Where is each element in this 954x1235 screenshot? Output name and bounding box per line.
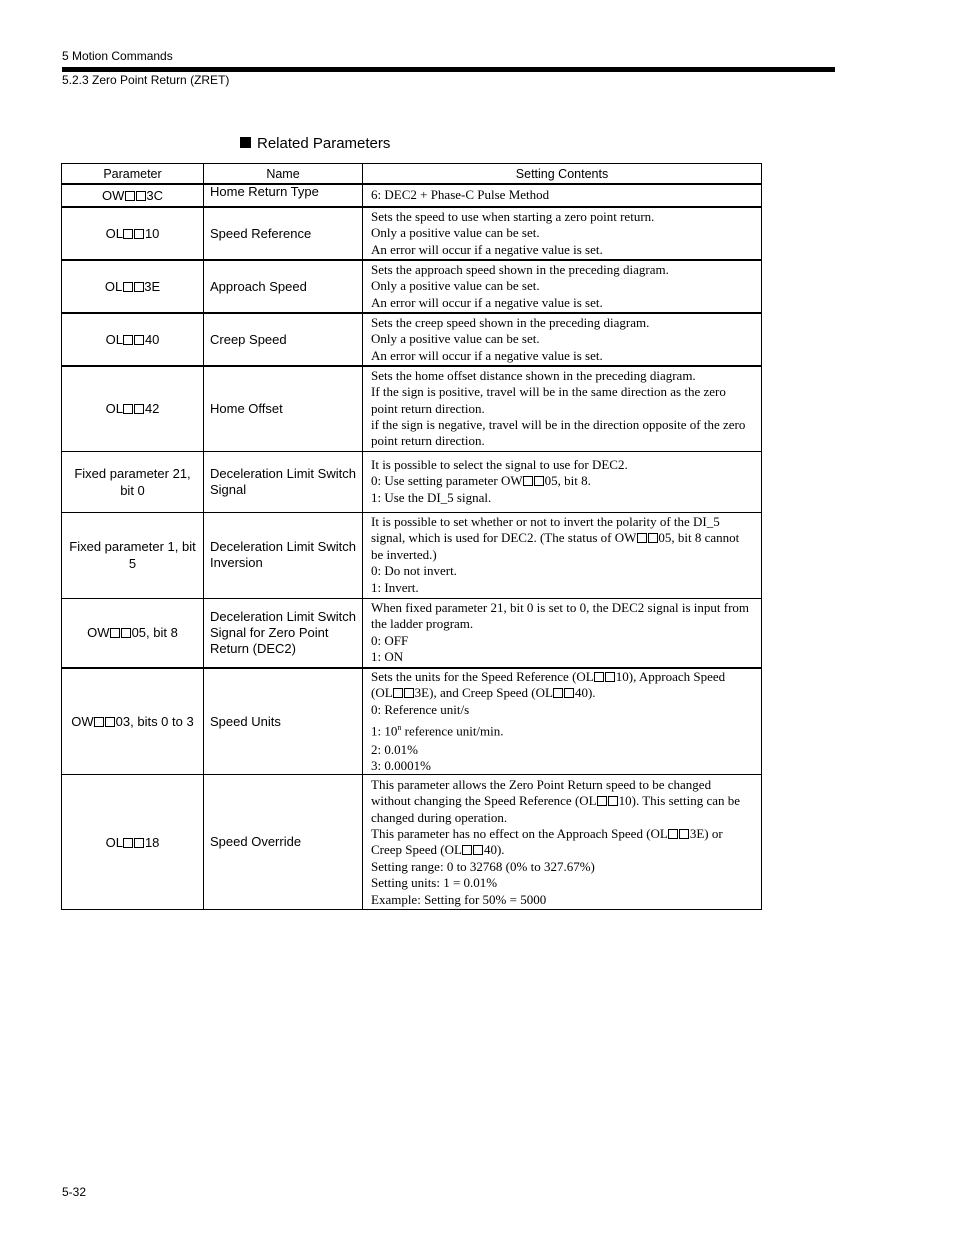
box-placeholder-icon bbox=[648, 533, 658, 543]
table-row bbox=[62, 260, 762, 313]
parameter-cell: OL 3E bbox=[62, 260, 204, 313]
table-row bbox=[62, 668, 762, 775]
name-cell: Deceleration Limit Switch Signal for Zero Point Return (DEC2) bbox=[204, 598, 363, 668]
box-placeholder-icon bbox=[123, 229, 133, 239]
section-title bbox=[240, 135, 390, 152]
box-placeholder-icon bbox=[462, 845, 472, 855]
parameter-cell: OL 18 bbox=[62, 775, 204, 910]
box-placeholder-icon bbox=[136, 191, 146, 201]
box-placeholder-icon bbox=[473, 845, 483, 855]
table-row bbox=[62, 184, 762, 207]
column-header-setting-contents: Setting Contents bbox=[363, 164, 762, 185]
name-cell: Speed Units bbox=[204, 668, 363, 775]
box-placeholder-icon bbox=[123, 404, 133, 414]
table-header-row bbox=[62, 164, 762, 185]
parameter-cell: OL 42 bbox=[62, 366, 204, 451]
box-placeholder-icon bbox=[134, 335, 144, 345]
contents-cell: 6: DEC2 + Phase-C Pulse Method bbox=[363, 184, 762, 207]
parameter-cell: OW 3C bbox=[62, 184, 204, 207]
contents-cell: Sets the home offset distance shown in the preceding diagram. If the sign is positive, travel will be in the same direction as the zero point return direction. if the sign is negative, travel will be in the direction opposite of the zero point return direction. bbox=[363, 366, 762, 451]
box-placeholder-icon bbox=[404, 688, 414, 698]
contents-cell: Sets the speed to use when starting a zero point return. Only a positive value can be set. An error will occur if a negative value is set. bbox=[363, 207, 762, 260]
parameter-cell: OL 40 bbox=[62, 313, 204, 366]
contents-cell: When fixed parameter 21, bit 0 is set to 0, the DEC2 signal is input from the ladder program. 0: OFF 1: ON bbox=[363, 598, 762, 668]
box-placeholder-icon bbox=[121, 628, 131, 638]
box-placeholder-icon bbox=[134, 838, 144, 848]
page-number: 5-32 bbox=[62, 1185, 87, 1199]
parameter-cell: OW 03, bits 0 to 3 bbox=[62, 668, 204, 775]
parameter-cell: OL 10 bbox=[62, 207, 204, 260]
box-placeholder-icon bbox=[534, 476, 544, 486]
square-bullet-icon bbox=[240, 137, 251, 148]
box-placeholder-icon bbox=[523, 476, 533, 486]
contents-cell: It is possible to select the signal to use for DEC2. 0: Use setting parameter OW 05, bit 8. 1: Use the DI_5 signal. bbox=[363, 451, 762, 512]
contents-cell: Sets the creep speed shown in the preceding diagram. Only a positive value can be set. An error will occur if a negative value is set. bbox=[363, 313, 762, 366]
contents-cell: Sets the units for the Speed Reference (OL 10), Approach Speed (OL 3E), and Creep Speed (OL 40). 0: Reference unit/s 1: 10$^n$ reference unit/min. 2: 0.01% 3: 0.0001% bbox=[363, 668, 762, 775]
box-placeholder-icon bbox=[123, 282, 133, 292]
table-row bbox=[62, 775, 762, 910]
box-placeholder-icon bbox=[605, 672, 615, 682]
column-header-name: Name bbox=[204, 164, 363, 185]
box-placeholder-icon bbox=[134, 404, 144, 414]
name-cell: Home Offset bbox=[204, 366, 363, 451]
box-placeholder-icon bbox=[608, 796, 618, 806]
contents-cell: Sets the approach speed shown in the preceding diagram. Only a positive value can be set. An error will occur if a negative value is set. bbox=[363, 260, 762, 313]
name-cell: Creep Speed bbox=[204, 313, 363, 366]
box-placeholder-icon bbox=[594, 672, 604, 682]
box-placeholder-icon bbox=[597, 796, 607, 806]
box-placeholder-icon bbox=[94, 717, 104, 727]
section-header: 5.2.3 Zero Point Return (ZRET) bbox=[62, 73, 230, 87]
contents-cell: This parameter allows the Zero Point Return speed to be changed without changing the Speed Reference (OL 10). This setting can be changed during operation. This parameter has no effect on the Approach Speed (OL 3E) or Creep Speed (OL 40). Setting range: 0 to 32768 (0% to 327.67%) Setting units: 1 = 0.01% Example: Setting for 50% = 5000 bbox=[363, 775, 762, 910]
box-placeholder-icon bbox=[125, 191, 135, 201]
name-cell: Approach Speed bbox=[204, 260, 363, 313]
box-placeholder-icon bbox=[564, 688, 574, 698]
name-cell: Deceleration Limit Switch Inversion bbox=[204, 512, 363, 598]
name-cell: Speed Reference bbox=[204, 207, 363, 260]
table-row bbox=[62, 598, 762, 668]
section-title-text: Related Parameters bbox=[257, 135, 391, 152]
box-placeholder-icon bbox=[134, 229, 144, 239]
table-row bbox=[62, 313, 762, 366]
related-parameters-table bbox=[61, 163, 762, 910]
contents-cell: It is possible to set whether or not to invert the polarity of the DI_5 signal, which is used for DEC2. (The status of OW 05, bit 8 cannot be inverted.) 0: Do not invert. 1: Invert. bbox=[363, 512, 762, 598]
box-placeholder-icon bbox=[553, 688, 563, 698]
column-header-parameter: Parameter bbox=[62, 164, 204, 185]
table-row bbox=[62, 512, 762, 598]
table-row bbox=[62, 451, 762, 512]
box-placeholder-icon bbox=[134, 282, 144, 292]
header-rule bbox=[62, 67, 835, 72]
parameter-cell: Fixed parameter 1, bit 5 bbox=[62, 512, 204, 598]
name-cell: Home Return Type bbox=[204, 184, 363, 207]
box-placeholder-icon bbox=[637, 533, 647, 543]
box-placeholder-icon bbox=[105, 717, 115, 727]
box-placeholder-icon bbox=[110, 628, 120, 638]
table-row bbox=[62, 207, 762, 260]
chapter-header: 5 Motion Commands bbox=[62, 49, 173, 63]
box-placeholder-icon bbox=[393, 688, 403, 698]
box-placeholder-icon bbox=[123, 838, 133, 848]
box-placeholder-icon bbox=[679, 829, 689, 839]
table-row bbox=[62, 366, 762, 451]
box-placeholder-icon bbox=[123, 335, 133, 345]
name-cell: Deceleration Limit Switch Signal bbox=[204, 451, 363, 512]
parameter-cell: Fixed parameter 21, bit 0 bbox=[62, 451, 204, 512]
name-cell: Speed Override bbox=[204, 775, 363, 910]
parameter-cell: OW 05, bit 8 bbox=[62, 598, 204, 668]
box-placeholder-icon bbox=[668, 829, 678, 839]
